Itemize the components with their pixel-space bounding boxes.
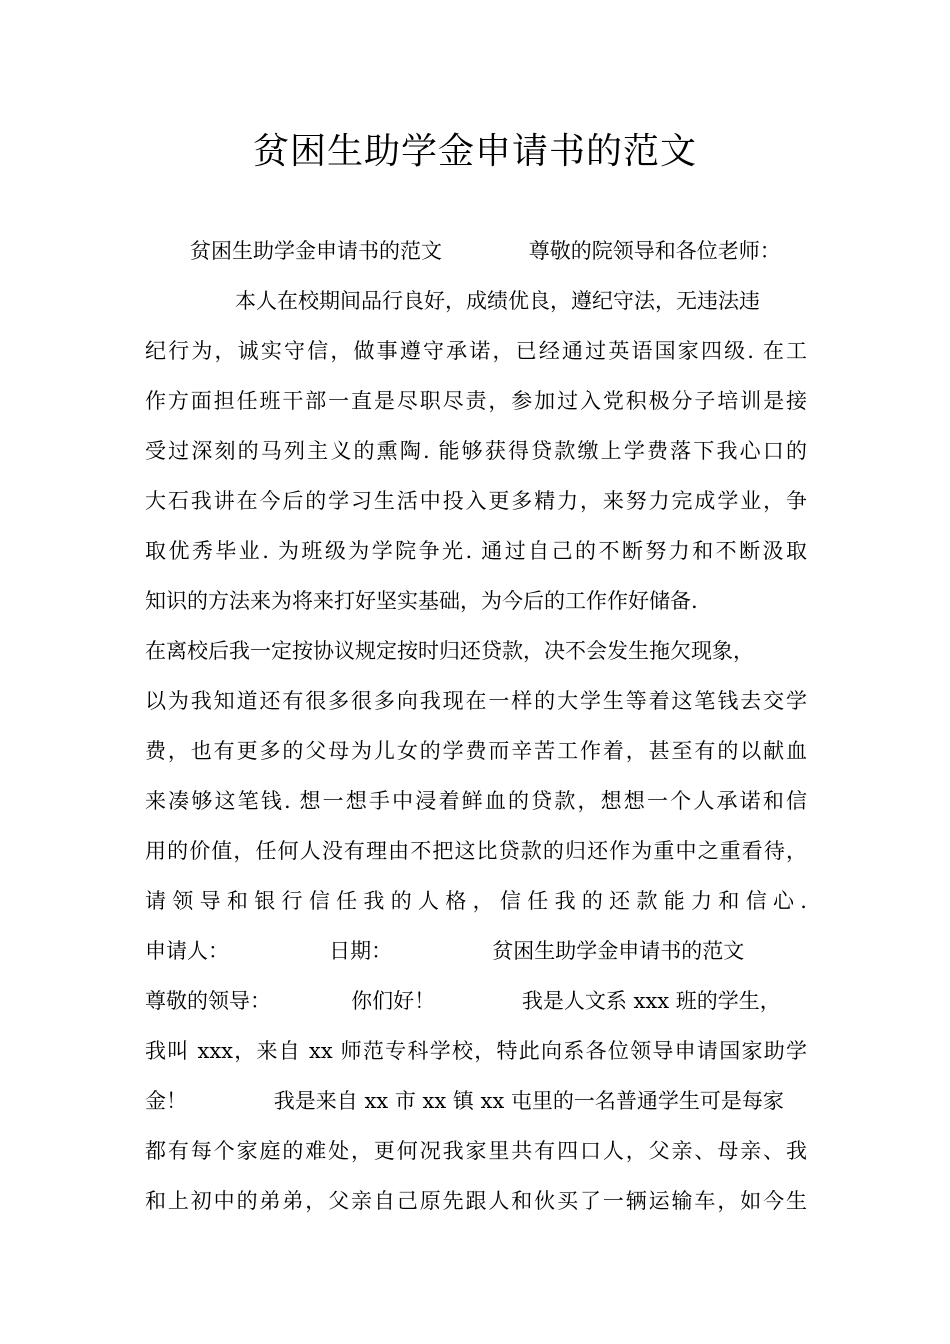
paragraph-line: 请领导和银行信任我的人格，信任我的还款能力和信心. — [145, 889, 807, 913]
paragraph-line: 尊敬的领导： 你们好！ 我是人文系 xxx 班的学生， — [145, 989, 781, 1013]
paragraph-line: 和上初中的弟弟，父亲自己原先跟人和伙买了一辆运输车，如今生 — [145, 1189, 807, 1213]
paragraph-line: 都有每个家庭的难处，更何况我家里共有四口人，父亲、母亲、我 — [145, 1139, 807, 1163]
paragraph-line: 大石我讲在今后的学习生活中投入更多精力，来努力完成学业，争 — [145, 489, 807, 513]
paragraph-line: 金！ 我是来自 xx 市 xx 镇 xx 屯里的一名普通学生可是每家 — [145, 1089, 784, 1113]
paragraph-line: 申请人： 日期： 贫困生助学金申请书的范文 — [145, 939, 745, 963]
document-title: 贫困生助学金申请书的范文 — [252, 131, 697, 172]
paragraph-line: 贫困生助学金申请书的范文 尊敬的院领导和各位老师： — [190, 239, 781, 263]
paragraph-line: 用的价值，任何人没有理由不把这比贷款的归还作为重中之重看待， — [145, 839, 807, 863]
paragraph-line: 以为我知道还有很多很多向我现在一样的大学生等着这笔钱去交学 — [145, 689, 807, 713]
paragraph-line: 受过深刻的马列主义的熏陶. 能够获得贷款缴上学费落下我心口的 — [145, 439, 807, 463]
paragraph-line: 作方面担任班干部一直是尽职尽责，参加过入党积极分子培训是接 — [145, 389, 807, 413]
paragraph-line: 本人在校期间品行良好，成绩优良，遵纪守法，无违法违 — [235, 289, 760, 313]
paragraph-line: 我叫 xxx，来自 xx 师范专科学校，特此向系各位领导申请国家助学 — [145, 1039, 807, 1063]
paragraph-line: 费，也有更多的父母为儿女的学费而辛苦工作着，甚至有的以献血 — [145, 739, 807, 763]
paragraph-line: 取优秀毕业. 为班级为学院争光. 通过自己的不断努力和不断汲取 — [145, 539, 807, 563]
paragraph-line: 来凑够这笔钱. 想一想手中浸着鲜血的贷款，想想一个人承诺和信 — [145, 789, 807, 813]
paragraph-line: 纪行为，诚实守信，做事遵守承诺，已经通过英语国家四级. 在工 — [145, 339, 807, 363]
paragraph-line: 知识的方法来为将来打好坚实基础，为今后的工作作好储备. — [145, 589, 698, 613]
paragraph-line: 在离校后我一定按协议规定按时归还贷款，决不会发生拖欠现象， — [145, 639, 754, 663]
